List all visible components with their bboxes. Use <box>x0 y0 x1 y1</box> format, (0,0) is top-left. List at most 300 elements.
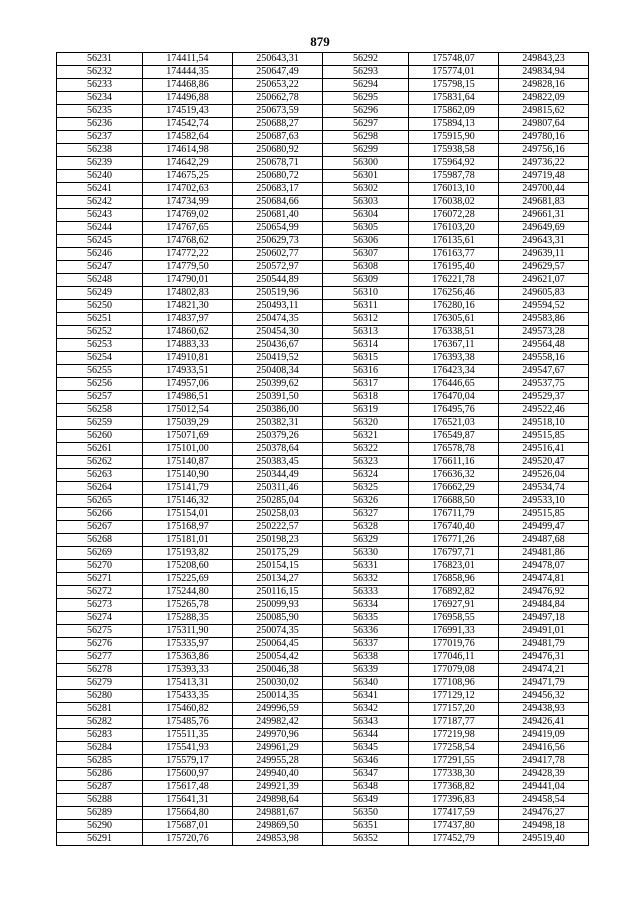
x-coordinate-right: 176991,33 <box>409 625 499 638</box>
point-number-right: 56342 <box>323 703 409 716</box>
point-number-left: 56234 <box>57 92 143 105</box>
x-coordinate-left: 175265,78 <box>143 599 233 612</box>
x-coordinate-left: 174910,81 <box>143 352 233 365</box>
point-number-right: 56309 <box>323 274 409 287</box>
point-number-right: 56325 <box>323 482 409 495</box>
point-number-right: 56296 <box>323 105 409 118</box>
y-coordinate-left: 249982,42 <box>233 716 323 729</box>
y-coordinate-left: 250454,30 <box>233 326 323 339</box>
y-coordinate-left: 250074,35 <box>233 625 323 638</box>
point-number-right: 56312 <box>323 313 409 326</box>
x-coordinate-left: 175012,54 <box>143 404 233 417</box>
point-number-right: 56334 <box>323 599 409 612</box>
point-number-right: 56349 <box>323 794 409 807</box>
table-row <box>57 521 589 534</box>
point-number-left: 56283 <box>57 729 143 742</box>
y-coordinate-right: 249815,62 <box>499 105 589 118</box>
point-number-left: 56285 <box>57 755 143 768</box>
x-coordinate-right: 176636,32 <box>409 469 499 482</box>
y-coordinate-left: 249853,98 <box>233 833 323 846</box>
point-number-right: 56333 <box>323 586 409 599</box>
point-number-right: 56316 <box>323 365 409 378</box>
point-number-right: 56293 <box>323 66 409 79</box>
x-coordinate-right: 177129,12 <box>409 690 499 703</box>
point-number-left: 56259 <box>57 417 143 430</box>
x-coordinate-left: 175288,35 <box>143 612 233 625</box>
table-row <box>57 482 589 495</box>
x-coordinate-right: 176578,78 <box>409 443 499 456</box>
y-coordinate-right: 249564,48 <box>499 339 589 352</box>
point-number-right: 56302 <box>323 183 409 196</box>
x-coordinate-left: 175140,87 <box>143 456 233 469</box>
y-coordinate-left: 249921,39 <box>233 781 323 794</box>
table-row <box>57 560 589 573</box>
table-row <box>57 794 589 807</box>
table-row <box>57 612 589 625</box>
table-row <box>57 638 589 651</box>
point-number-right: 56350 <box>323 807 409 820</box>
y-coordinate-left: 250383,45 <box>233 456 323 469</box>
y-coordinate-right: 249516,41 <box>499 443 589 456</box>
x-coordinate-right: 177187,77 <box>409 716 499 729</box>
y-coordinate-left: 250688,27 <box>233 118 323 131</box>
point-number-right: 56304 <box>323 209 409 222</box>
table-row <box>57 677 589 690</box>
point-number-left: 56278 <box>57 664 143 677</box>
y-coordinate-right: 249807,64 <box>499 118 589 131</box>
x-coordinate-right: 175748,07 <box>409 53 499 66</box>
x-coordinate-left: 175071,69 <box>143 430 233 443</box>
y-coordinate-right: 249498,18 <box>499 820 589 833</box>
x-coordinate-right: 176958,55 <box>409 612 499 625</box>
table-row <box>57 248 589 261</box>
y-coordinate-right: 249515,85 <box>499 430 589 443</box>
x-coordinate-right: 176280,16 <box>409 300 499 313</box>
y-coordinate-right: 249605,83 <box>499 287 589 300</box>
x-coordinate-left: 174582,64 <box>143 131 233 144</box>
point-number-left: 56272 <box>57 586 143 599</box>
x-coordinate-right: 176305,61 <box>409 313 499 326</box>
y-coordinate-left: 249881,67 <box>233 807 323 820</box>
x-coordinate-right: 176446,65 <box>409 378 499 391</box>
y-coordinate-left: 249996,59 <box>233 703 323 716</box>
table-row <box>57 495 589 508</box>
x-coordinate-left: 175511,35 <box>143 729 233 742</box>
y-coordinate-left: 250643,31 <box>233 53 323 66</box>
y-coordinate-left: 250399,62 <box>233 378 323 391</box>
point-number-left: 56270 <box>57 560 143 573</box>
point-number-left: 56263 <box>57 469 143 482</box>
y-coordinate-right: 249481,86 <box>499 547 589 560</box>
table-row <box>57 768 589 781</box>
y-coordinate-left: 250054,42 <box>233 651 323 664</box>
point-number-right: 56335 <box>323 612 409 625</box>
point-number-left: 56269 <box>57 547 143 560</box>
x-coordinate-left: 175687,01 <box>143 820 233 833</box>
y-coordinate-left: 250493,11 <box>233 300 323 313</box>
x-coordinate-right: 176470,04 <box>409 391 499 404</box>
y-coordinate-right: 249456,32 <box>499 690 589 703</box>
x-coordinate-right: 177079,08 <box>409 664 499 677</box>
y-coordinate-right: 249497,18 <box>499 612 589 625</box>
point-number-left: 56240 <box>57 170 143 183</box>
point-number-left: 56232 <box>57 66 143 79</box>
point-number-left: 56276 <box>57 638 143 651</box>
x-coordinate-left: 174769,02 <box>143 209 233 222</box>
y-coordinate-right: 249484,84 <box>499 599 589 612</box>
point-number-left: 56246 <box>57 248 143 261</box>
table-row <box>57 807 589 820</box>
y-coordinate-right: 249594,52 <box>499 300 589 313</box>
point-number-right: 56351 <box>323 820 409 833</box>
point-number-right: 56320 <box>323 417 409 430</box>
x-coordinate-right: 176927,91 <box>409 599 499 612</box>
y-coordinate-left: 250629,73 <box>233 235 323 248</box>
table-row <box>57 547 589 560</box>
y-coordinate-left: 250681,40 <box>233 209 323 222</box>
point-number-right: 56321 <box>323 430 409 443</box>
x-coordinate-left: 174933,51 <box>143 365 233 378</box>
x-coordinate-right: 176103,20 <box>409 222 499 235</box>
point-number-right: 56301 <box>323 170 409 183</box>
x-coordinate-right: 177019,76 <box>409 638 499 651</box>
y-coordinate-left: 250680,92 <box>233 144 323 157</box>
point-number-right: 56338 <box>323 651 409 664</box>
y-coordinate-left: 250116,15 <box>233 586 323 599</box>
y-coordinate-right: 249519,40 <box>499 833 589 846</box>
table-row <box>57 365 589 378</box>
x-coordinate-left: 175146,32 <box>143 495 233 508</box>
x-coordinate-left: 174957,06 <box>143 378 233 391</box>
y-coordinate-left: 250222,57 <box>233 521 323 534</box>
y-coordinate-left: 250436,67 <box>233 339 323 352</box>
point-number-left: 56262 <box>57 456 143 469</box>
x-coordinate-right: 175862,09 <box>409 105 499 118</box>
y-coordinate-right: 249649,69 <box>499 222 589 235</box>
x-coordinate-right: 176072,28 <box>409 209 499 222</box>
x-coordinate-left: 174772,22 <box>143 248 233 261</box>
x-coordinate-left: 174614,98 <box>143 144 233 157</box>
x-coordinate-left: 175720,76 <box>143 833 233 846</box>
x-coordinate-right: 176367,11 <box>409 339 499 352</box>
x-coordinate-left: 175181,01 <box>143 534 233 547</box>
x-coordinate-left: 174779,50 <box>143 261 233 274</box>
y-coordinate-left: 250673,59 <box>233 105 323 118</box>
y-coordinate-right: 249643,31 <box>499 235 589 248</box>
y-coordinate-left: 250419,52 <box>233 352 323 365</box>
table-row <box>57 66 589 79</box>
y-coordinate-right: 249416,56 <box>499 742 589 755</box>
point-number-right: 56292 <box>323 53 409 66</box>
point-number-right: 56326 <box>323 495 409 508</box>
y-coordinate-left: 250154,15 <box>233 560 323 573</box>
table-row <box>57 313 589 326</box>
table-row <box>57 92 589 105</box>
point-number-left: 56257 <box>57 391 143 404</box>
x-coordinate-right: 176013,10 <box>409 183 499 196</box>
y-coordinate-left: 250654,99 <box>233 222 323 235</box>
x-coordinate-right: 175938,58 <box>409 144 499 157</box>
table-row <box>57 209 589 222</box>
table-row <box>57 508 589 521</box>
point-number-left: 56261 <box>57 443 143 456</box>
point-number-right: 56308 <box>323 261 409 274</box>
table-row <box>57 196 589 209</box>
y-coordinate-left: 250386,00 <box>233 404 323 417</box>
point-number-right: 56300 <box>323 157 409 170</box>
y-coordinate-right: 249438,93 <box>499 703 589 716</box>
y-coordinate-right: 249529,37 <box>499 391 589 404</box>
y-coordinate-right: 249843,23 <box>499 53 589 66</box>
y-coordinate-right: 249719,48 <box>499 170 589 183</box>
table-row <box>57 105 589 118</box>
y-coordinate-right: 249756,16 <box>499 144 589 157</box>
y-coordinate-left: 250391,50 <box>233 391 323 404</box>
point-number-left: 56236 <box>57 118 143 131</box>
y-coordinate-right: 249780,16 <box>499 131 589 144</box>
table-row <box>57 352 589 365</box>
x-coordinate-right: 176256,46 <box>409 287 499 300</box>
table-row <box>57 586 589 599</box>
x-coordinate-left: 174821,30 <box>143 300 233 313</box>
x-coordinate-left: 175140,90 <box>143 469 233 482</box>
y-coordinate-right: 249428,39 <box>499 768 589 781</box>
y-coordinate-left: 250014,35 <box>233 690 323 703</box>
table-row <box>57 79 589 92</box>
y-coordinate-right: 249681,83 <box>499 196 589 209</box>
y-coordinate-left: 250653,22 <box>233 79 323 92</box>
x-coordinate-left: 174837,97 <box>143 313 233 326</box>
table-row <box>57 339 589 352</box>
x-coordinate-left: 175413,31 <box>143 677 233 690</box>
table-row <box>57 235 589 248</box>
y-coordinate-left: 249898,64 <box>233 794 323 807</box>
point-number-left: 56268 <box>57 534 143 547</box>
point-number-left: 56284 <box>57 742 143 755</box>
y-coordinate-right: 249547,67 <box>499 365 589 378</box>
point-number-left: 56275 <box>57 625 143 638</box>
point-number-right: 56298 <box>323 131 409 144</box>
y-coordinate-left: 250134,27 <box>233 573 323 586</box>
x-coordinate-right: 177452,79 <box>409 833 499 846</box>
point-number-right: 56328 <box>323 521 409 534</box>
x-coordinate-right: 176611,16 <box>409 456 499 469</box>
x-coordinate-right: 175774,01 <box>409 66 499 79</box>
y-coordinate-left: 250684,66 <box>233 196 323 209</box>
point-number-right: 56306 <box>323 235 409 248</box>
table-row <box>57 534 589 547</box>
y-coordinate-right: 249499,47 <box>499 521 589 534</box>
y-coordinate-left: 250519,96 <box>233 287 323 300</box>
table-row <box>57 183 589 196</box>
x-coordinate-left: 174860,62 <box>143 326 233 339</box>
point-number-left: 56281 <box>57 703 143 716</box>
x-coordinate-right: 177368,82 <box>409 781 499 794</box>
coordinates-table <box>56 52 589 846</box>
point-number-left: 56291 <box>57 833 143 846</box>
point-number-left: 56288 <box>57 794 143 807</box>
table-row <box>57 430 589 443</box>
table-row <box>57 261 589 274</box>
point-number-left: 56231 <box>57 53 143 66</box>
y-coordinate-right: 249533,10 <box>499 495 589 508</box>
point-number-left: 56235 <box>57 105 143 118</box>
y-coordinate-right: 249828,16 <box>499 79 589 92</box>
table-row <box>57 404 589 417</box>
x-coordinate-left: 174790,01 <box>143 274 233 287</box>
point-number-right: 56310 <box>323 287 409 300</box>
point-number-left: 56287 <box>57 781 143 794</box>
table-row <box>57 469 589 482</box>
point-number-left: 56271 <box>57 573 143 586</box>
y-coordinate-right: 249417,78 <box>499 755 589 768</box>
point-number-left: 56251 <box>57 313 143 326</box>
x-coordinate-left: 175617,48 <box>143 781 233 794</box>
x-coordinate-right: 176823,01 <box>409 560 499 573</box>
x-coordinate-right: 176195,40 <box>409 261 499 274</box>
x-coordinate-right: 175915,90 <box>409 131 499 144</box>
table-row <box>57 118 589 131</box>
point-number-left: 56239 <box>57 157 143 170</box>
point-number-left: 56233 <box>57 79 143 92</box>
x-coordinate-left: 175208,60 <box>143 560 233 573</box>
x-coordinate-right: 177437,80 <box>409 820 499 833</box>
point-number-left: 56286 <box>57 768 143 781</box>
x-coordinate-left: 175039,29 <box>143 417 233 430</box>
point-number-left: 56256 <box>57 378 143 391</box>
y-coordinate-right: 249426,41 <box>499 716 589 729</box>
point-number-left: 56237 <box>57 131 143 144</box>
y-coordinate-right: 249537,75 <box>499 378 589 391</box>
point-number-left: 56266 <box>57 508 143 521</box>
x-coordinate-right: 176135,61 <box>409 235 499 248</box>
point-number-left: 56245 <box>57 235 143 248</box>
y-coordinate-right: 249700,44 <box>499 183 589 196</box>
x-coordinate-left: 175363,86 <box>143 651 233 664</box>
table-row <box>57 833 589 846</box>
y-coordinate-right: 249474,81 <box>499 573 589 586</box>
y-coordinate-left: 250683,17 <box>233 183 323 196</box>
table-row <box>57 664 589 677</box>
point-number-right: 56337 <box>323 638 409 651</box>
x-coordinate-right: 176393,38 <box>409 352 499 365</box>
x-coordinate-right: 176662,29 <box>409 482 499 495</box>
x-coordinate-right: 177219,98 <box>409 729 499 742</box>
point-number-right: 56344 <box>323 729 409 742</box>
point-number-right: 56341 <box>323 690 409 703</box>
point-number-right: 56318 <box>323 391 409 404</box>
x-coordinate-right: 176038,02 <box>409 196 499 209</box>
y-coordinate-right: 249476,31 <box>499 651 589 664</box>
x-coordinate-left: 175460,82 <box>143 703 233 716</box>
x-coordinate-left: 174883,33 <box>143 339 233 352</box>
x-coordinate-left: 175579,17 <box>143 755 233 768</box>
y-coordinate-right: 249441,04 <box>499 781 589 794</box>
point-number-left: 56265 <box>57 495 143 508</box>
point-number-right: 56303 <box>323 196 409 209</box>
point-number-left: 56243 <box>57 209 143 222</box>
point-number-left: 56252 <box>57 326 143 339</box>
x-coordinate-right: 176858,96 <box>409 573 499 586</box>
y-coordinate-left: 250687,63 <box>233 131 323 144</box>
x-coordinate-right: 176521,03 <box>409 417 499 430</box>
y-coordinate-right: 249481,79 <box>499 638 589 651</box>
y-coordinate-right: 249573,28 <box>499 326 589 339</box>
y-coordinate-left: 250378,64 <box>233 443 323 456</box>
point-number-right: 56315 <box>323 352 409 365</box>
y-coordinate-left: 250647,49 <box>233 66 323 79</box>
x-coordinate-right: 176688,50 <box>409 495 499 508</box>
y-coordinate-right: 249661,31 <box>499 209 589 222</box>
table-row <box>57 378 589 391</box>
point-number-left: 56241 <box>57 183 143 196</box>
x-coordinate-left: 175244,80 <box>143 586 233 599</box>
point-number-left: 56258 <box>57 404 143 417</box>
x-coordinate-right: 176771,26 <box>409 534 499 547</box>
x-coordinate-left: 175335,97 <box>143 638 233 651</box>
table-row <box>57 326 589 339</box>
point-number-right: 56317 <box>323 378 409 391</box>
x-coordinate-right: 176892,82 <box>409 586 499 599</box>
y-coordinate-left: 250602,77 <box>233 248 323 261</box>
point-number-right: 56294 <box>323 79 409 92</box>
y-coordinate-right: 249583,86 <box>499 313 589 326</box>
point-number-right: 56329 <box>323 534 409 547</box>
table-row <box>57 443 589 456</box>
y-coordinate-left: 250572,97 <box>233 261 323 274</box>
x-coordinate-left: 174675,25 <box>143 170 233 183</box>
point-number-left: 56273 <box>57 599 143 612</box>
y-coordinate-right: 249518,10 <box>499 417 589 430</box>
x-coordinate-right: 177157,20 <box>409 703 499 716</box>
x-coordinate-right: 176221,78 <box>409 274 499 287</box>
x-coordinate-left: 174519,43 <box>143 105 233 118</box>
point-number-right: 56345 <box>323 742 409 755</box>
y-coordinate-right: 249834,94 <box>499 66 589 79</box>
table-row <box>57 573 589 586</box>
y-coordinate-right: 249558,16 <box>499 352 589 365</box>
x-coordinate-left: 174986,51 <box>143 391 233 404</box>
x-coordinate-left: 174802,83 <box>143 287 233 300</box>
y-coordinate-right: 249520,47 <box>499 456 589 469</box>
table-row <box>57 755 589 768</box>
x-coordinate-left: 175485,76 <box>143 716 233 729</box>
y-coordinate-left: 250680,72 <box>233 170 323 183</box>
y-coordinate-left: 250382,31 <box>233 417 323 430</box>
x-coordinate-left: 174411,54 <box>143 53 233 66</box>
x-coordinate-right: 176711,79 <box>409 508 499 521</box>
point-number-left: 56248 <box>57 274 143 287</box>
x-coordinate-right: 177396,83 <box>409 794 499 807</box>
table-row <box>57 781 589 794</box>
y-coordinate-left: 250408,34 <box>233 365 323 378</box>
x-coordinate-right: 177046,11 <box>409 651 499 664</box>
x-coordinate-left: 175541,93 <box>143 742 233 755</box>
y-coordinate-right: 249476,27 <box>499 807 589 820</box>
y-coordinate-left: 250046,38 <box>233 664 323 677</box>
point-number-left: 56264 <box>57 482 143 495</box>
table-row <box>57 651 589 664</box>
point-number-left: 56244 <box>57 222 143 235</box>
y-coordinate-right: 249419,09 <box>499 729 589 742</box>
table-row <box>57 716 589 729</box>
y-coordinate-left: 250030,02 <box>233 677 323 690</box>
point-number-right: 56332 <box>323 573 409 586</box>
y-coordinate-left: 250474,35 <box>233 313 323 326</box>
point-number-right: 56297 <box>323 118 409 131</box>
y-coordinate-right: 249822,09 <box>499 92 589 105</box>
table-row <box>57 742 589 755</box>
